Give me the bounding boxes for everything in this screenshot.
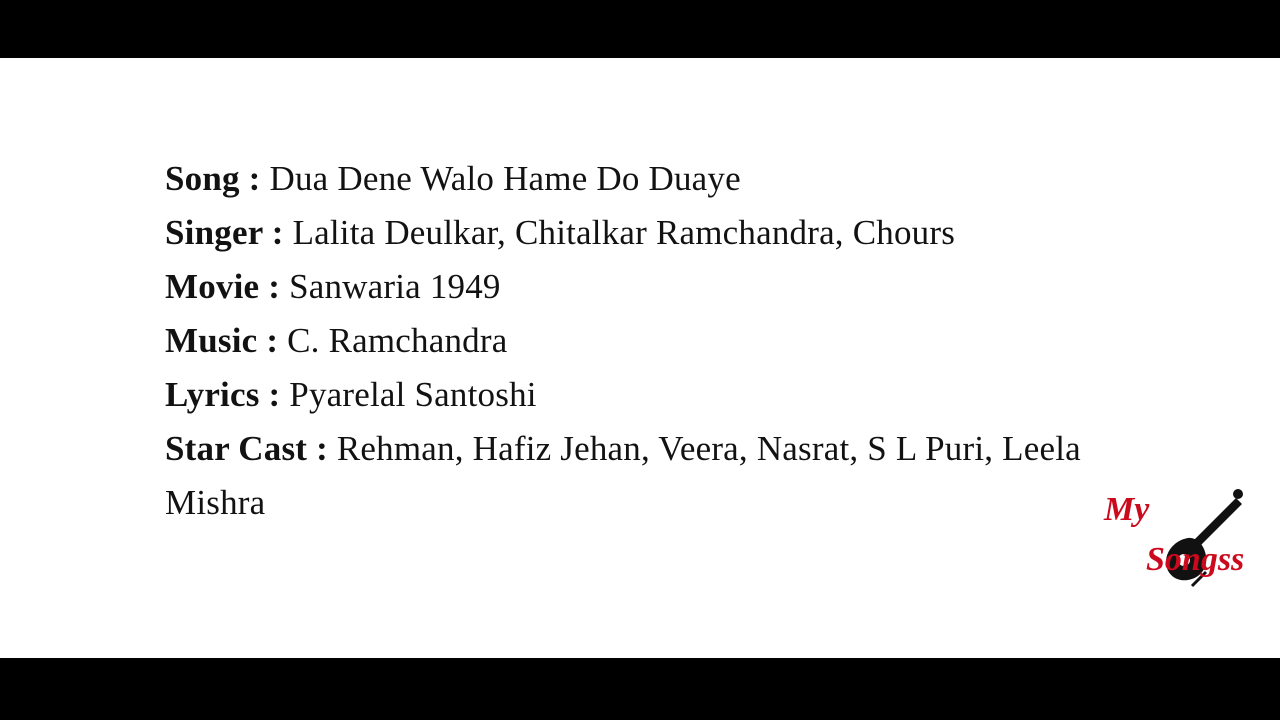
watermark-line2: Songss (1146, 541, 1245, 578)
info-label-star-cast: Star Cast : (165, 429, 328, 468)
info-line-lyrics (165, 368, 1175, 422)
song-info-block (165, 152, 1175, 530)
info-value-singer: Lalita Deulkar, Chitalkar Ramchandra, Chours (292, 213, 956, 252)
info-line-star-cast (165, 422, 1175, 530)
letterbox-bottom-bar (0, 658, 1280, 720)
info-value-music: C. Ramchandra (287, 321, 508, 360)
letterbox-top-bar (0, 0, 1280, 58)
info-label-lyrics: Lyrics : (165, 375, 281, 414)
info-value-movie: Sanwaria 1949 (289, 267, 501, 306)
info-line-movie (165, 260, 1175, 314)
watermark-line1: My (1104, 491, 1150, 528)
info-label-movie: Movie : (165, 267, 281, 306)
info-line-singer (165, 206, 1175, 260)
info-label-music: Music : (165, 321, 279, 360)
info-label-song: Song : (165, 159, 261, 198)
info-card (0, 58, 1280, 658)
info-line-music (165, 314, 1175, 368)
info-value-lyrics: Pyarelal Santoshi (289, 375, 537, 414)
info-line-song (165, 152, 1175, 206)
channel-watermark (1096, 480, 1276, 592)
info-label-singer: Singer : (165, 213, 284, 252)
info-value-song: Dua Dene Walo Hame Do Duaye (269, 159, 741, 198)
info-value-star-cast: Rehman, Hafiz Jehan, Veera, Nasrat, S L Puri, Leela Mishra (165, 429, 1081, 522)
